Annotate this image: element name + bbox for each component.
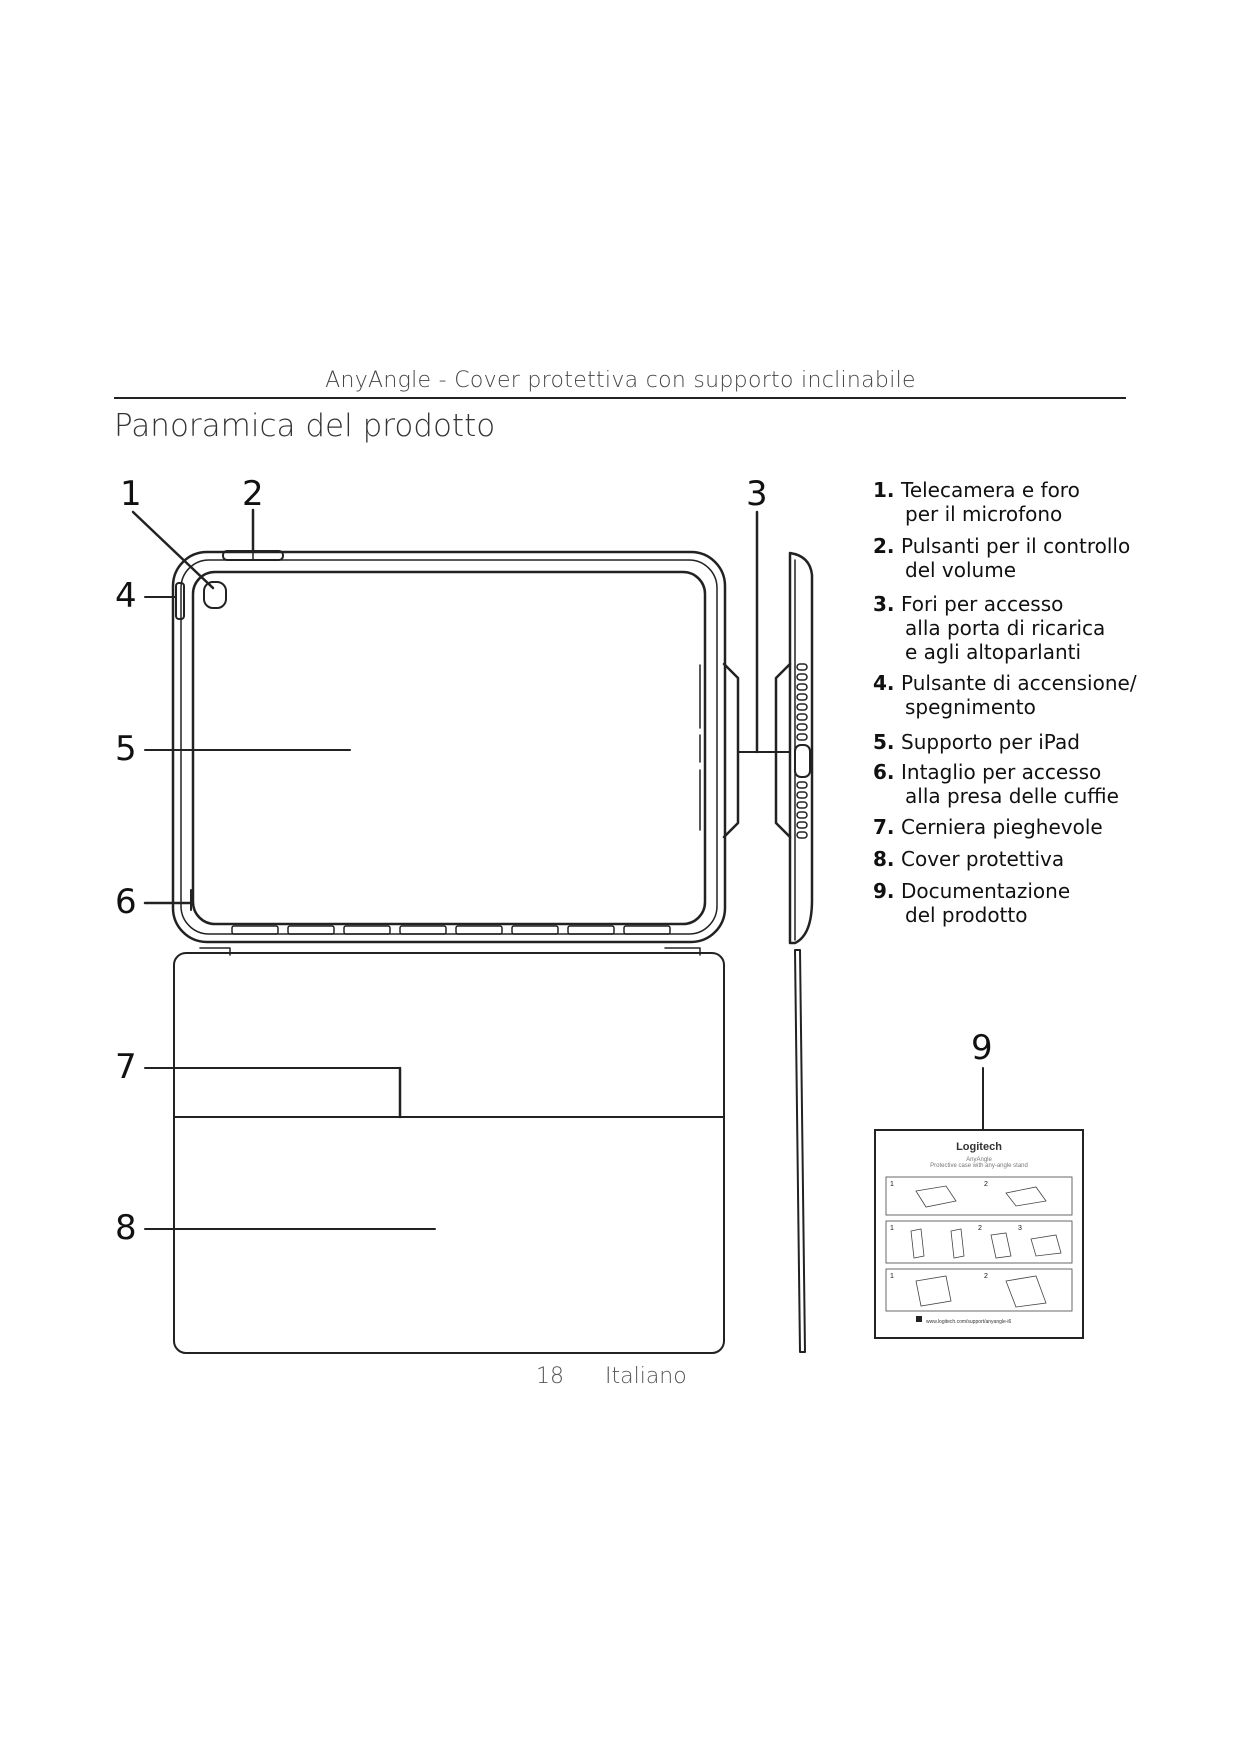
svg-text:1: 1	[890, 1181, 894, 1188]
callout-9: 9	[971, 1028, 993, 1068]
doc-support-url: www.logitech.com/support/anyangle-i6	[926, 1319, 1012, 1325]
protective-cover	[174, 953, 724, 1353]
legend-item-4: 4. Pulsante di accensione/ spegnimento	[873, 671, 1137, 719]
header-title: AnyAngle - Cover protettiva con supporto inclinabile	[325, 368, 916, 393]
ipad-screen	[193, 572, 705, 924]
side-cover	[795, 950, 805, 1352]
callout-2: 2	[242, 474, 264, 514]
page-language: Italiano	[605, 1364, 687, 1389]
doc-product-name: AnyAngle Protective case with any-angle stand	[930, 1157, 1028, 1169]
callout-7: 7	[115, 1047, 137, 1087]
page-title: Panoramica del prodotto	[114, 408, 496, 444]
legend-item-1: 1. Telecamera e foro per il microfono	[873, 478, 1080, 526]
legend-item-6: 6. Intaglio per accesso alla presa delle cuffie	[873, 760, 1119, 808]
callout-5: 5	[115, 729, 137, 769]
camera-hole	[204, 582, 226, 608]
logitech-logo: Logitech	[956, 1141, 1002, 1153]
legend-item-7: 7. Cerniera pieghevole	[873, 815, 1103, 839]
legend-item-9: 9. Documentazione del prodotto	[873, 879, 1071, 927]
power-button	[176, 583, 184, 619]
hinge-tabs	[232, 926, 670, 934]
svg-text:3: 3	[1018, 1225, 1022, 1232]
legend-item-2: 2. Pulsanti per il controllo del volume	[873, 534, 1131, 582]
legend-item-8: 8. Cover protettiva	[873, 847, 1065, 871]
documentation-card	[874, 1129, 1084, 1339]
legend-item-3: 3. Fori per accesso alla porta di ricarica e agli altoparlanti	[873, 592, 1106, 664]
callout-1: 1	[120, 474, 142, 514]
svg-text:2: 2	[984, 1181, 988, 1188]
svg-text:2: 2	[978, 1225, 982, 1232]
callout-6: 6	[115, 882, 137, 922]
callout-8: 8	[115, 1208, 137, 1248]
svg-text:2: 2	[984, 1273, 988, 1280]
case-rim	[181, 560, 717, 934]
doc-illustrations	[876, 1131, 1082, 1337]
svg-text:1: 1	[890, 1225, 894, 1232]
callout-3: 3	[746, 474, 768, 514]
svg-text:1: 1	[890, 1273, 894, 1280]
legend-item-5: 5. Supporto per iPad	[873, 730, 1080, 754]
page-number: 18	[536, 1364, 564, 1389]
charging-port	[795, 745, 810, 777]
speaker-holes	[795, 664, 810, 838]
callout-4: 4	[115, 576, 137, 616]
case-outer	[173, 552, 725, 942]
